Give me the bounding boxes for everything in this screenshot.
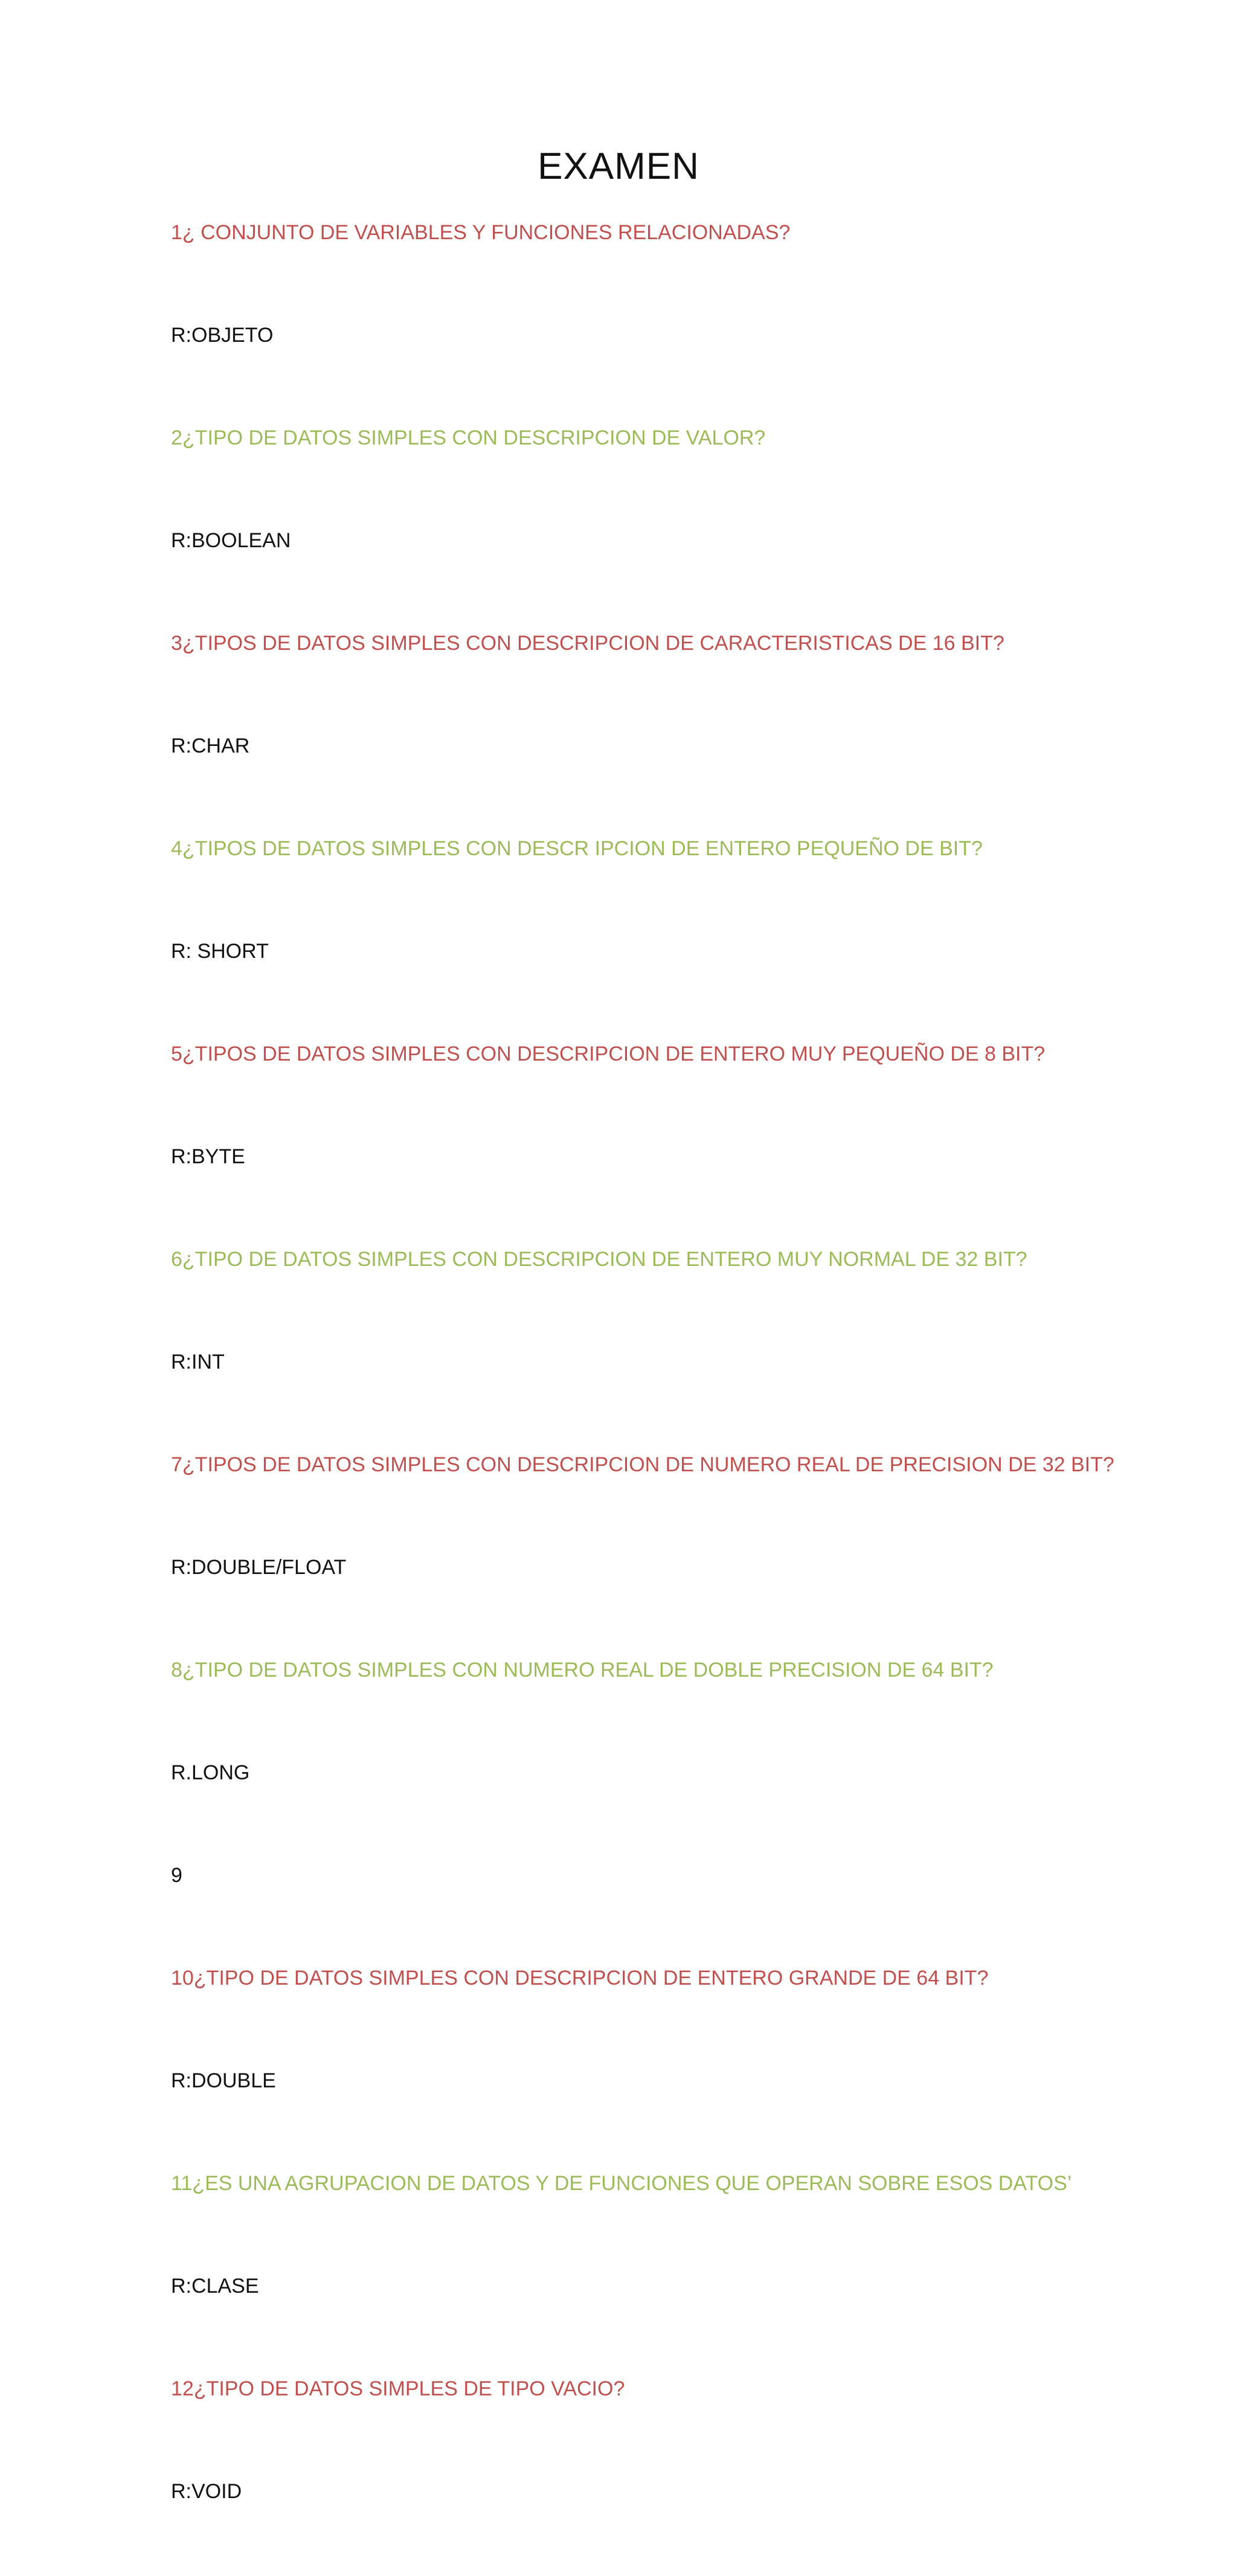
answer-8: R.LONG bbox=[171, 1761, 250, 1784]
answer-12: R:VOID bbox=[171, 2480, 242, 2503]
question-10: 10¿TIPO DE DATOS SIMPLES CON DESCRIPCION DE ENTERO GRANDE DE 64 BIT? bbox=[171, 1967, 989, 1990]
answer-11: R:CLASE bbox=[171, 2275, 259, 2298]
item-9: 9 bbox=[171, 1864, 182, 1887]
answer-4: R: SHORT bbox=[171, 940, 269, 963]
question-6: 6¿TIPO DE DATOS SIMPLES CON DESCRIPCION DE ENTERO MUY NORMAL DE 32 BIT? bbox=[171, 1248, 1027, 1271]
question-12: 12¿TIPO DE DATOS SIMPLES DE TIPO VACIO? bbox=[171, 2377, 625, 2400]
answer-6: R:INT bbox=[171, 1351, 225, 1373]
question-11: 11¿ES UNA AGRUPACION DE DATOS Y DE FUNCIONES QUE OPERAN SOBRE ESOS DATOS’ bbox=[171, 2172, 1072, 2195]
answer-1: R:OBJETO bbox=[171, 324, 274, 347]
question-1: 1¿ CONJUNTO DE VARIABLES Y FUNCIONES RELACIONADAS? bbox=[171, 221, 791, 244]
answer-3: R:CHAR bbox=[171, 734, 250, 757]
answer-2: R:BOOLEAN bbox=[171, 529, 291, 552]
answer-5: R:BYTE bbox=[171, 1145, 245, 1168]
question-2: 2¿TIPO DE DATOS SIMPLES CON DESCRIPCION DE VALOR? bbox=[171, 426, 766, 449]
question-8: 8¿TIPO DE DATOS SIMPLES CON NUMERO REAL DE DOBLE PRECISION DE 64 BIT? bbox=[171, 1659, 994, 1681]
document-body bbox=[171, 214, 1198, 2576]
answer-10: R:DOUBLE bbox=[171, 2069, 276, 2092]
question-7: 7¿TIPOS DE DATOS SIMPLES CON DESCRIPCION DE NUMERO REAL DE PRECISION DE 32 BIT? bbox=[171, 1453, 1114, 1476]
answer-7: R:DOUBLE/FLOAT bbox=[171, 1556, 347, 1579]
question-5: 5¿TIPOS DE DATOS SIMPLES CON DESCRIPCION DE ENTERO MUY PEQUEÑO DE 8 BIT? bbox=[171, 1042, 1046, 1065]
question-4: 4¿TIPOS DE DATOS SIMPLES CON DESCR IPCION DE ENTERO PEQUEÑO DE BIT? bbox=[171, 837, 983, 860]
document-title: EXAMEN bbox=[538, 146, 699, 187]
question-3: 3¿TIPOS DE DATOS SIMPLES CON DESCRIPCION DE CARACTERISTICAS DE 16 BIT? bbox=[171, 632, 1004, 655]
